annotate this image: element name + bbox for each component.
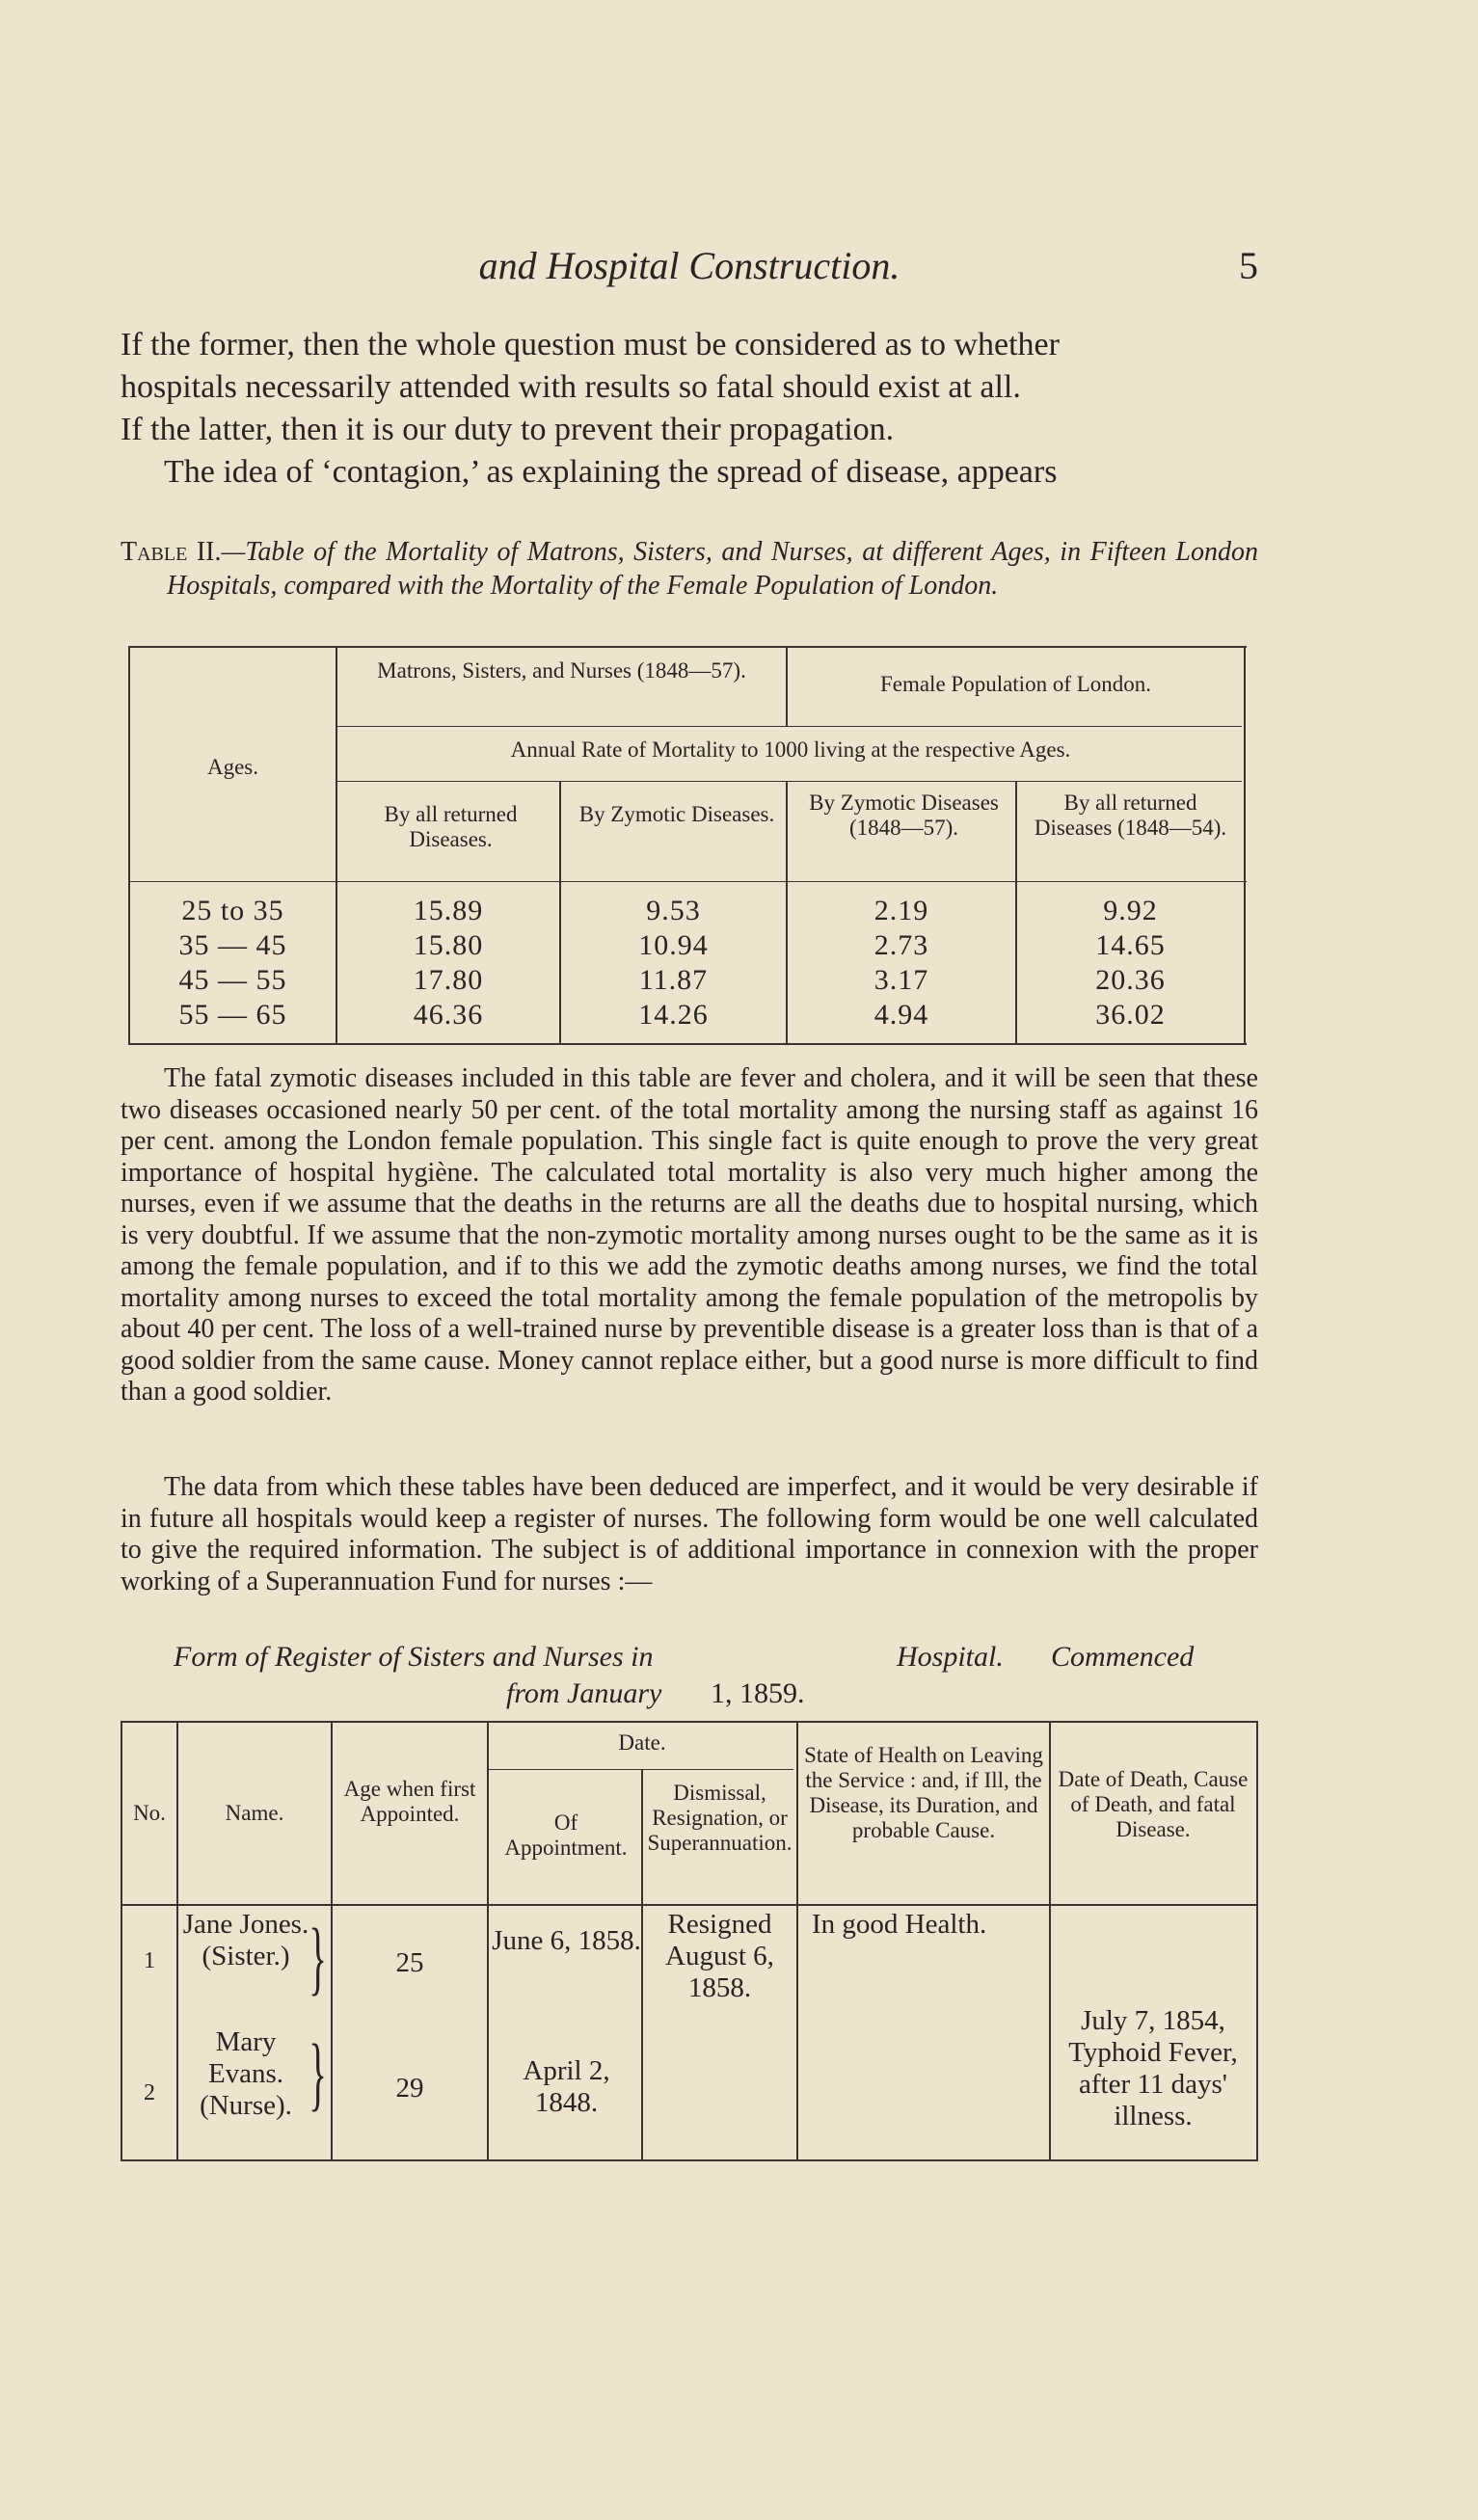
mortality-rate: 9.53 (646, 895, 701, 926)
brace-icon: } (309, 1911, 327, 2003)
table2-label: Table II. (121, 537, 222, 567)
mortality-rate: 14.65 (1095, 929, 1166, 961)
row-age: 25 (395, 1947, 424, 1978)
header-dismissal: Dismissal, Resignation, or Superannuation. (647, 1781, 793, 1855)
mortality-rate: 46.36 (413, 999, 484, 1031)
row-death: July 7, 1854, Typhoid Fever, after 11 days' illness. (1068, 2005, 1238, 2131)
col-header-female-all: By all returned Diseases (1848—54). (1034, 791, 1227, 840)
table-header-rule (128, 881, 1247, 882)
row-dismissal: Resigned August 6, 1858. (665, 1909, 774, 2003)
age-band: 25 to 35 (181, 895, 284, 926)
group-header-female: Female Population of London. (879, 672, 1152, 696)
register-top-rule (121, 1721, 1258, 1723)
register-title-part: 1, 1859. (711, 1677, 805, 1709)
table-right-rule (1244, 646, 1246, 1043)
ages-header: Ages. (206, 755, 259, 779)
register-rule (1256, 1721, 1258, 2159)
running-head (121, 239, 1258, 297)
paragraph-text: The fatal zymotic diseases included in this table are fever and cholera, and it will be seen that these two diseases occasioned nearly 50 per cent. of the total mortality among the nursing staff as against 16 per cent. among the London female population. This single fact is quite enough to prove the very great importance of hospital hygiène. The calculated total mortality is also very much higher among the nurses, even if we assume that the deaths in the returns are all the deaths due to hospital nursing, which is very doubtful. If we assume that the non-zymotic mortality among nurses ought to be the same as it is among the female population, and if to this we add the zymotic deaths among nurses, we find the total mortality among nurses to exceed the total mortality among the female population of the metropolis by about 40 per cent. The loss of a well-trained nurse by preventible disease is a greater loss than is that of a good soldier from the same cause. Money cannot replace either, but a good nurse is more difficult to find than a good soldier. (121, 1063, 1258, 1407)
mortality-rate: 20.36 (1095, 964, 1166, 996)
row-no: 1 (144, 1948, 155, 1973)
header-appointment: Of Appointment. (504, 1810, 628, 1860)
register-title-part: Commenced (1051, 1641, 1195, 1673)
mortality-rate: 2.19 (873, 895, 929, 926)
header-age: Age when first Appointed. (343, 1777, 476, 1826)
age-band: 45 — 55 (178, 964, 287, 996)
register-date-rule (487, 1769, 793, 1770)
register-title-part: from January (506, 1677, 662, 1709)
mortality-rate: 14.26 (638, 999, 709, 1031)
mortality-rate: 10.94 (638, 929, 709, 961)
header-health: State of Health on Leaving the Service : and, if Ill, the Disease, its Duration, and probable Cause. (804, 1743, 1043, 1842)
intro-line: hospitals necessarily attended with results so fatal should exist at all. (121, 369, 1021, 405)
mortality-rate: 15.89 (413, 895, 484, 926)
register-header-rule (121, 1904, 1258, 1906)
row-no: 2 (144, 2080, 155, 2105)
row-appointment: April 2, 1848. (523, 2055, 610, 2118)
table-subheader-rule (336, 781, 1242, 782)
running-head-title: and Hospital Construction. (478, 244, 900, 287)
header-no: No. (133, 1801, 166, 1825)
mortality-rate: 36.02 (1095, 999, 1166, 1031)
mortality-rate: 2.73 (873, 929, 929, 961)
table-top-rule (128, 646, 1247, 648)
col-header-all-diseases: By all returned Diseases. (384, 802, 518, 851)
row-health: In good Health. (812, 1909, 987, 1940)
page-number: 5 (1239, 244, 1258, 287)
age-band: 55 — 65 (178, 999, 287, 1031)
mortality-rate: 11.87 (638, 964, 709, 996)
paragraph-register (121, 1472, 1258, 1597)
table2-caption-text: —Table of the Mortality of Matrons, Sisters, and Nurses, at different Ages, in Fifteen London Hospitals, compared with the Mortality of the Female Population of London. (167, 537, 1258, 601)
mortality-rate: 9.92 (1103, 895, 1158, 926)
brace-icon: } (309, 2026, 327, 2119)
header-death: Date of Death, Cause of Death, and fatal Disease. (1058, 1767, 1249, 1841)
col-header-female-zymotic: By Zymotic Diseases (1848—57). (809, 791, 999, 840)
mortality-rate: 3.17 (873, 964, 929, 996)
header-name: Name. (225, 1801, 284, 1825)
table-bottom-rule (128, 1043, 1247, 1045)
row-age: 29 (395, 2073, 424, 2104)
group-header-staff: Matrons, Sisters, and Nurses (1848—57). (377, 658, 746, 683)
age-band: 35 — 45 (178, 929, 287, 961)
row-name: Jane Jones. (Sister.) (182, 1909, 309, 1971)
mortality-rate: 17.80 (413, 964, 484, 996)
row-name: Mary Evans. (Nurse). (200, 2026, 292, 2121)
register-bottom-rule (121, 2159, 1258, 2161)
intro-line: The idea of ‘contagion,’ as explaining the spread of disease, appears (164, 454, 1058, 490)
table-group-rule (336, 726, 1242, 727)
register-rule (487, 1721, 489, 2159)
register-title-part: Form of Register of Sisters and Nurses in (174, 1641, 654, 1673)
register-rule (796, 1721, 798, 2159)
mortality-rate: 4.94 (873, 999, 929, 1031)
paragraph-text: The data from which these tables have been deduced are imperfect, and it would be very desirable if in future all hospitals would keep a register of nurses. The following form would be one well calculated to give the required information. The subject is of additional importance in connexion with the proper working of a Superannuation Fund for nurses :— (121, 1472, 1258, 1596)
col-header-zymotic: By Zymotic Diseases. (578, 802, 775, 826)
row-appointment: June 6, 1858. (492, 1925, 641, 1956)
table2-caption (121, 535, 1258, 603)
intro-line: If the latter, then it is our duty to prevent their propagation. (121, 412, 895, 447)
register-title-part: Hospital. (897, 1641, 1004, 1673)
rate-subheader: Annual Rate of Mortality to 1000 living at the respective Ages. (510, 737, 1071, 762)
mortality-rate: 15.80 (413, 929, 484, 961)
register-rule (641, 1769, 643, 2159)
intro-line: If the former, then the whole question must be considered as to whether (121, 327, 1060, 362)
intro-text (121, 324, 1258, 494)
paragraph-zymotic (121, 1063, 1258, 1408)
header-date: Date. (618, 1730, 666, 1755)
